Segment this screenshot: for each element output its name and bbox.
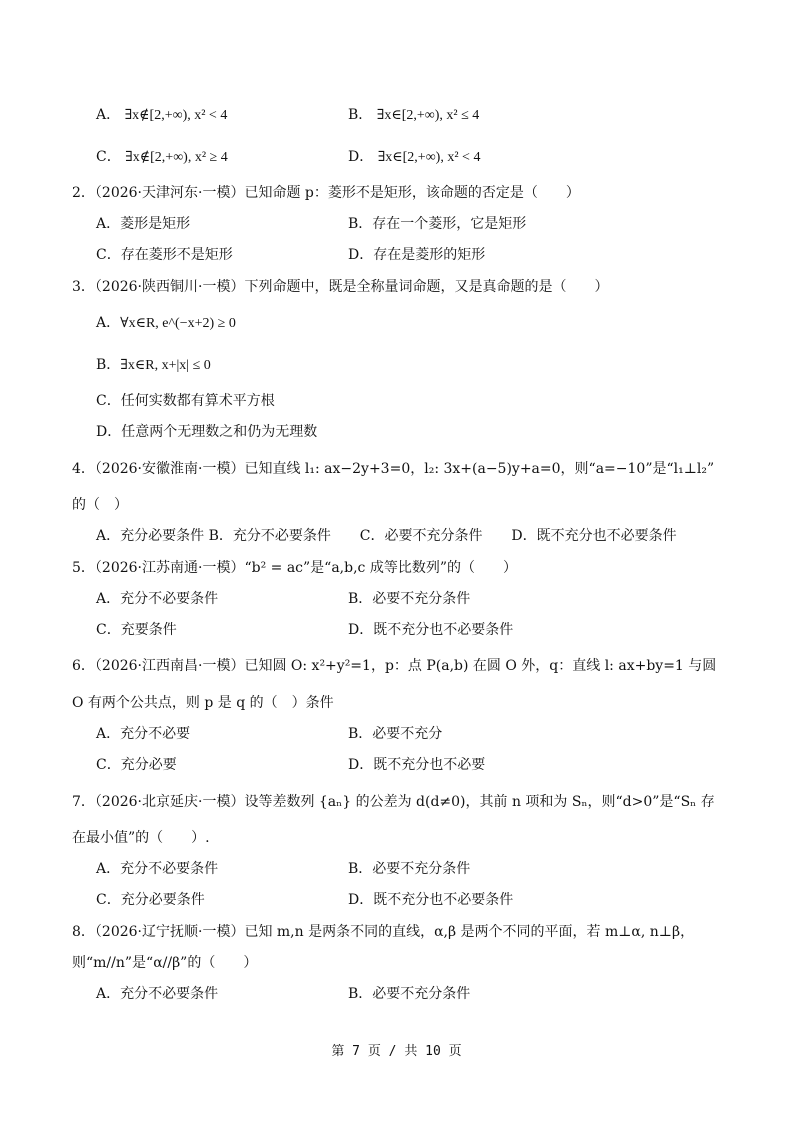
question-source: （2026·辽宁抚顺·一模） xyxy=(94,924,245,940)
question-text: 下列命题中，既是全称量词命题，又是真命题的是（ ） xyxy=(244,279,609,295)
question-6-stem-cont xyxy=(72,693,334,713)
option-label: B． xyxy=(348,726,373,742)
q6-option-d xyxy=(348,755,485,775)
option-text: 既不充分也不必要条件 xyxy=(373,622,514,638)
option-text: ∃x∉[2,+∞), x² ≥ 4 xyxy=(125,150,228,165)
question-6-stem xyxy=(72,656,716,676)
option-label: C． xyxy=(96,757,121,773)
option-text: 任意两个无理数之和仍为无理数 xyxy=(121,424,318,440)
option-text: 充分不必要条件 xyxy=(120,986,219,1002)
question-3-stem xyxy=(72,277,608,297)
q2-option-c xyxy=(96,245,233,265)
q4-option-c xyxy=(360,528,483,544)
q5-option-c xyxy=(96,620,177,640)
option-label: C． xyxy=(96,393,121,409)
option-text: 充分不必要 xyxy=(120,726,191,742)
option-label: A． xyxy=(96,861,121,877)
question-8-stem xyxy=(72,922,694,942)
option-label: C． xyxy=(96,622,121,638)
option-label: C． xyxy=(96,892,121,908)
option-text: ∃x∉[2,+∞), x² < 4 xyxy=(124,108,228,123)
q1-option-c xyxy=(96,147,228,168)
option-text: 既不充分也不必要条件 xyxy=(373,892,514,908)
question-source: （2026·天津河东·一模） xyxy=(94,185,245,201)
option-label: D． xyxy=(348,149,374,165)
question-2-stem xyxy=(72,183,580,203)
option-text: 必要不充分条件 xyxy=(384,528,483,544)
question-4-stem-cont xyxy=(72,495,128,515)
q7-option-d xyxy=(348,890,513,910)
option-text: 充分必要 xyxy=(120,757,177,773)
option-label: A． xyxy=(96,726,121,742)
option-label: D． xyxy=(348,892,374,908)
option-text: 充分不必要条件 xyxy=(120,861,219,877)
question-text: 已知 m,n 是两条不同的直线，α,β 是两个不同的平面，若 m⊥α, n⊥β， xyxy=(244,924,695,940)
q4-option-d xyxy=(511,528,676,544)
option-label: D． xyxy=(348,622,374,638)
option-label: A． xyxy=(96,528,121,544)
option-label: D． xyxy=(511,528,537,544)
option-text: ∃x∈[2,+∞), x² ≤ 4 xyxy=(376,108,480,123)
question-source: （2026·陕西铜川·一模） xyxy=(94,279,245,295)
option-label: D． xyxy=(348,247,374,263)
option-text: ∀x∈R, e^(−x+2) ≥ 0 xyxy=(120,316,236,331)
q3-option-b xyxy=(96,355,211,376)
question-text: 已知圆 O: x²+y²=1，p：点 P(a,b) 在圆 O 外，q：直线 l: ax+by=1 与圆 xyxy=(244,658,717,674)
q2-option-b xyxy=(348,214,526,234)
q8-option-b xyxy=(348,984,470,1004)
option-text: 存在是菱形的矩形 xyxy=(373,247,486,263)
option-label: A． xyxy=(96,591,121,607)
q3-option-c xyxy=(96,391,275,411)
question-text: 已知命题 p：菱形不是矩形，该命题的否定是（ ） xyxy=(244,185,580,201)
option-label: B． xyxy=(208,528,233,544)
option-text: ∃x∈R, x+|x| ≤ 0 xyxy=(120,358,211,373)
q1-option-a xyxy=(96,105,227,126)
q7-option-b xyxy=(348,859,470,879)
question-number: 6． xyxy=(72,658,95,674)
q7-option-a xyxy=(96,859,218,879)
q7-option-c xyxy=(96,890,205,910)
question-number: 3． xyxy=(72,279,95,295)
q3-option-a xyxy=(96,313,236,334)
q5-option-a xyxy=(96,589,218,609)
q2-option-d xyxy=(348,245,485,265)
question-number: 4． xyxy=(72,461,95,477)
question-source: （2026·安徽淮南·一模） xyxy=(94,461,245,477)
question-7-stem xyxy=(72,792,715,812)
q1-option-b xyxy=(348,105,479,126)
option-label: A． xyxy=(96,986,121,1002)
question-text: 的（ ） xyxy=(72,497,128,513)
question-text: “b² = ac”是“a,b,c 成等比数列”的（ ） xyxy=(244,560,517,576)
option-text: 充分不必要条件 xyxy=(120,591,219,607)
option-text: 充要条件 xyxy=(120,622,177,638)
question-number: 7． xyxy=(72,794,95,810)
option-label: C． xyxy=(96,247,121,263)
question-source: （2026·江西南昌·一模） xyxy=(94,658,245,674)
option-label: B． xyxy=(348,107,373,123)
q4-option-a xyxy=(96,528,204,544)
question-4-stem xyxy=(72,459,714,479)
q5-option-d xyxy=(348,620,513,640)
q4-options-row xyxy=(96,526,677,546)
question-text: 已知直线 l₁: ax−2y+3=0，l₂: 3x+(a−5)y+a=0，则“a=−10”是“l₁⊥l₂” xyxy=(244,461,715,477)
q3-option-d xyxy=(96,422,317,442)
option-text: ∃x∈[2,+∞), x² < 4 xyxy=(377,150,481,165)
question-text: 则“m//n”是“α//β”的（ ） xyxy=(72,955,258,971)
option-label: B． xyxy=(348,591,373,607)
option-label: A． xyxy=(96,216,121,232)
question-source: （2026·北京延庆·一模） xyxy=(94,794,245,810)
option-label: C． xyxy=(96,149,121,165)
question-number: 2． xyxy=(72,185,95,201)
option-label: B． xyxy=(348,986,373,1002)
option-text: 充分不必要条件 xyxy=(232,528,331,544)
question-7-stem-cont xyxy=(72,828,210,848)
option-text: 必要不充分 xyxy=(372,726,443,742)
q6-option-a xyxy=(96,724,190,744)
question-number: 8． xyxy=(72,924,95,940)
question-5-stem xyxy=(72,558,517,578)
q6-option-c xyxy=(96,755,177,775)
q4-option-b xyxy=(209,528,331,544)
q8-option-a xyxy=(96,984,218,1004)
question-source: （2026·江苏南通·一模） xyxy=(94,560,245,576)
option-text: 必要不充分条件 xyxy=(372,591,471,607)
option-text: 充分必要条件 xyxy=(120,892,205,908)
option-text: 既不充分也不必要条件 xyxy=(536,528,677,544)
option-label: B． xyxy=(348,216,373,232)
question-8-stem-cont xyxy=(72,953,257,973)
option-label: B． xyxy=(96,357,121,373)
option-label: B． xyxy=(348,861,373,877)
q1-option-d xyxy=(348,147,480,168)
option-text: 任何实数都有算术平方根 xyxy=(120,393,275,409)
option-label: D． xyxy=(348,757,374,773)
question-text: 在最小值”的（ ）. xyxy=(72,830,210,846)
q5-option-b xyxy=(348,589,470,609)
question-number: 5． xyxy=(72,560,95,576)
option-label: A． xyxy=(96,315,121,331)
option-label: D． xyxy=(96,424,122,440)
option-text: 必要不充分条件 xyxy=(372,861,471,877)
option-text: 存在一个菱形，它是矩形 xyxy=(372,216,527,232)
option-text: 菱形是矩形 xyxy=(120,216,191,232)
q6-option-b xyxy=(348,724,442,744)
option-text: 既不充分也不必要 xyxy=(373,757,486,773)
question-text: O 有两个公共点，则 p 是 q 的（ ）条件 xyxy=(72,695,334,711)
option-label: C． xyxy=(359,528,385,544)
q2-option-a xyxy=(96,214,190,234)
option-text: 存在菱形不是矩形 xyxy=(120,247,233,263)
question-text: 设等差数列 {aₙ} 的公差为 d(d≠0)，其前 n 项和为 Sₙ，则“d>0”是“Sₙ 存 xyxy=(244,794,715,810)
page-footer: 第 7 页 / 共 10 页 xyxy=(331,1044,462,1059)
option-text: 充分必要条件 xyxy=(120,528,205,544)
option-label: A． xyxy=(96,107,121,123)
option-text: 必要不充分条件 xyxy=(372,986,471,1002)
